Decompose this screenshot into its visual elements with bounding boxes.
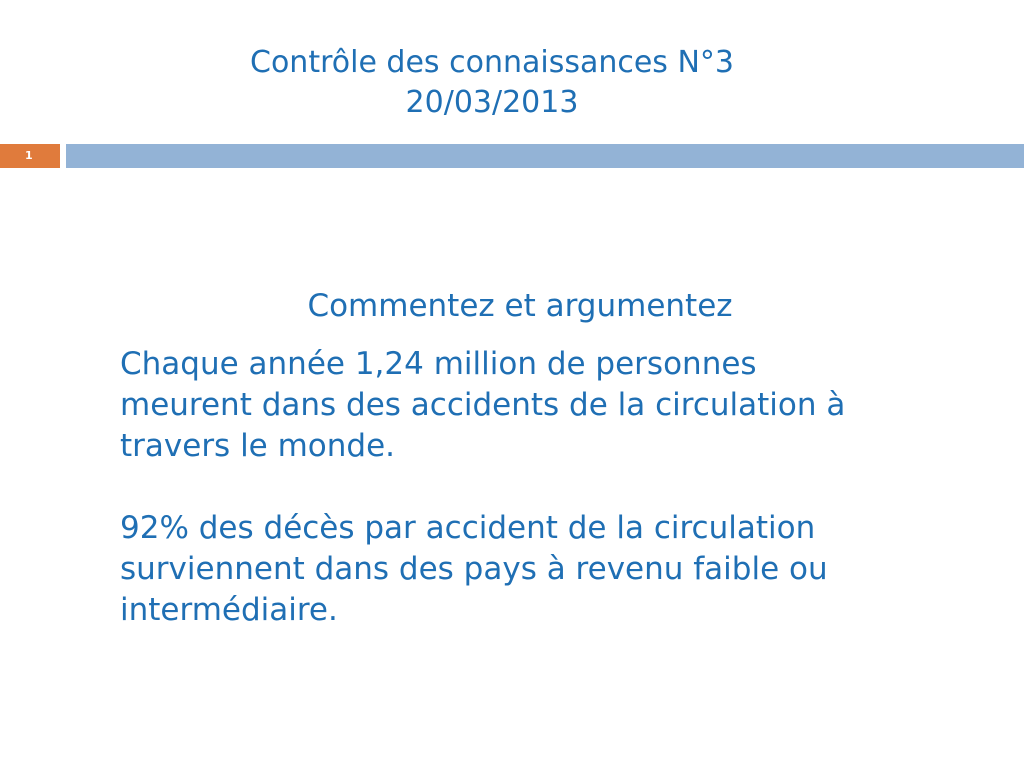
paragraph-line: 92% des décès par accident de la circulation (120, 510, 816, 546)
slide-date: 20/03/2013 (405, 85, 579, 120)
paragraph-income-countries (120, 508, 980, 631)
paragraph-line: meurent dans des accidents de la circulation à (120, 387, 846, 423)
paragraph-line: Chaque année 1,24 million de personnes (120, 346, 757, 382)
paragraph-road-deaths (120, 344, 980, 467)
slide-title: Contrôle des connaissances N°3 (250, 45, 734, 80)
subheading: Commentez et argumentez (307, 288, 733, 324)
paragraph-line: surviennent dans des pays à revenu faible ou (120, 551, 828, 587)
paragraph-line: intermédiaire. (120, 592, 338, 628)
slide-number-badge: 1 (0, 144, 60, 168)
header-band (66, 144, 1024, 168)
paragraph-line: travers le monde. (120, 428, 396, 464)
